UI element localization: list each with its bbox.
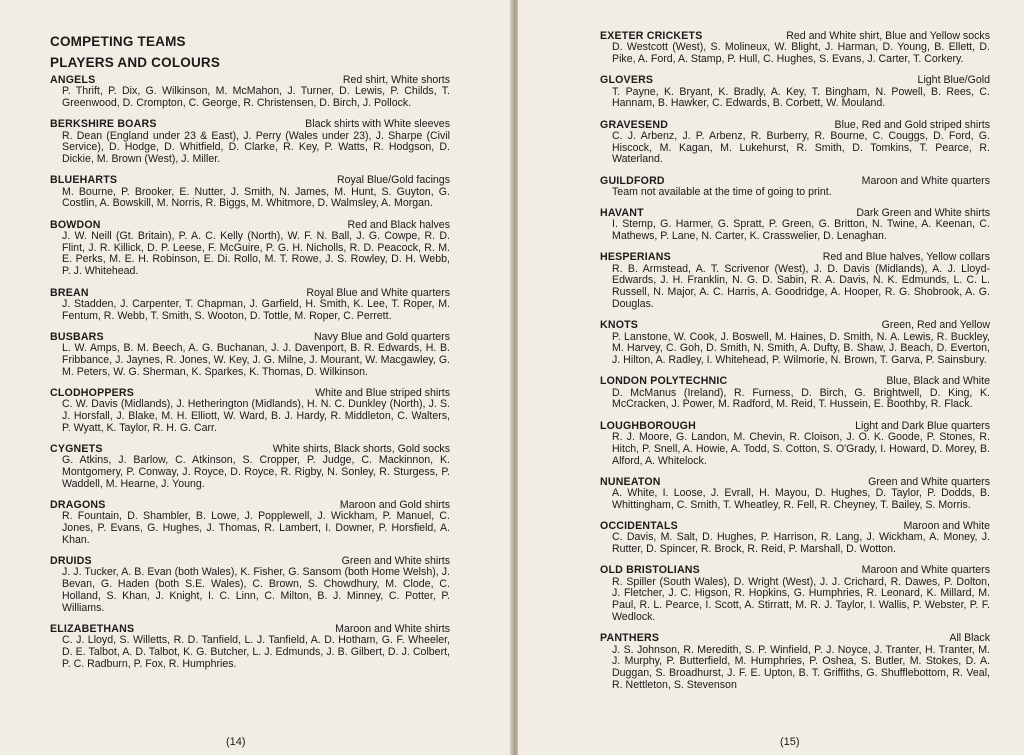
team-players: J. J. Tucker, A. B. Evan (both Wales), K. Fisher, G. Sansom (both Home Welsh), J. Bevan, G. Haden (both S.E. Wales), C. Brown, S. Chowdhury, M. Clode, C. Holland, S. Khan, J. Knight, I. C. Linn, C. Milton, B. J. Minney, C. Potter, P. Williams.: [62, 566, 450, 614]
team-entry: [600, 207, 990, 243]
team-name: LONDON POLYTECHNIC: [600, 375, 728, 388]
team-colours: Black shirts with White sleeves: [305, 118, 450, 131]
team-colours: Maroon and White quarters: [861, 174, 990, 187]
page-subheading: PLAYERS AND COLOURS: [50, 55, 221, 70]
team-name: GLOVERS: [600, 74, 654, 87]
team-name: BERKSHIRE BOARS: [50, 118, 157, 131]
team-name: GRAVESEND: [600, 118, 669, 131]
team-players: A. White, I. Loose, J. Evrall, H. Mayou, D. Hughes, D. Taylor, P. Dodds, B. Whittingham, C. Smith, T. Wheatley, R. Fell, R. Cheyney, T. Bailey, S. Morris.: [612, 487, 990, 511]
team-entry: [600, 476, 990, 512]
team-list-left: [50, 74, 450, 671]
team-players: R. B. Armstead, A. T. Scrivenor (West), J. D. Davis (Midlands), A. J. Lloyd-Edwards, J. H. Franklin, N. G. D. Sabin, R. A. Davis, N. K. Edmunds, L. C. L. Russell, N. Major, A. C. Harris, A. Goodridge, A. Hooper, R. G. Shobrook, A. G. Douglas.: [612, 262, 990, 311]
right-page: [518, 0, 1024, 755]
team-entry: [50, 74, 450, 110]
team-players: R. J. Moore, G. Landon, M. Chevin, R. Cloison, J. O. K. Goode, P. Stones, R. Hitch, P. Snell, A. Howie, A. Todd, S. Cotton, S. O'Grady, I. Howard, D. Morey, B. Alford, A. Whitelock.: [612, 430, 990, 467]
page-number: (14): [226, 736, 246, 748]
team-colours: Maroon and White quarters: [861, 564, 990, 577]
team-colours: Royal Blue/Gold facings: [336, 174, 450, 187]
team-name: NUNEATON: [600, 475, 661, 488]
team-players: J. S. Johnson, R. Meredith, S. P. Winfield, P. J. Noyce, J. Tranter, H. Tranter, M. J. Murphy, P. Butterfield, M. Humphries, P. Oshea, S. Butler, M. Stokes, D. A. Duggan, S. Broadhurst, J. F. E. Upton, B. T. Griffiths, G. Shufflebottom, R. Veal, R. Nettleton, S. Stevenson: [612, 643, 990, 691]
team-players: I. Stemp, G. Harmer, G. Spratt, P. Green, G. Britton, N. Twine, A. Keenan, C. Mathews, P. Lane, N. Carter, K. Crasswelier, D. Lenaghan.: [612, 218, 990, 243]
team-colours: Red and White shirt, Blue and Yellow socks: [786, 30, 990, 42]
team-name: OCCIDENTALS: [600, 520, 678, 533]
team-name: GUILDFORD: [600, 174, 665, 187]
team-players: C. J. Arbenz, J. P. Arbenz, R. Burberry, R. Bourne, C. Couggs, D. Ford, G. Hiscock, M. Kagan, M. Lukehurst, R. Smith, D. Tomkins, T. Pearce, R. Waterland.: [612, 129, 990, 166]
team-entry: [600, 420, 990, 468]
team-entry: [50, 174, 450, 210]
team-name: HAVANT: [600, 207, 644, 220]
team-players: R. Dean (England under 23 & East), J. Perry (Wales under 23), J. Sharpe (Civil Service), D. Hodge, D. Whitfield, D. Clarke, R. Key, P. Watts, R. Hodgson, D. Dickie, M. Brown (West), J. Miller.: [62, 129, 450, 166]
team-colours: Green, Red and Yellow: [881, 319, 990, 332]
team-entry: [600, 251, 990, 310]
team-players: G. Atkins, J. Barlow, C. Atkinson, S. Cropper, P. Judge, C. Mackinnon, K. Montgomery, P. Conway, J. Royce, D. Royce, R. Rigby, N. Sonley, R. Sturgess, P. Waddell, M. Hearne, J. Young.: [62, 454, 450, 490]
team-name: PANTHERS: [600, 632, 660, 645]
team-players: M. Bourne, P. Brooker, E. Nutter, J. Smith, N. James, M. Hunt, S. Guyton, G. Costlin, A. Bowskill, M. Norris, R. Biggs, M. Whitmore, D. Walmsley, A. Morgan.: [62, 185, 450, 210]
team-name: KNOTS: [600, 319, 639, 332]
team-name: ANGELS: [50, 74, 96, 86]
team-name: OLD BRISTOLIANS: [600, 564, 700, 577]
team-name: EXETER CRICKETS: [600, 30, 703, 42]
team-colours: Red and Blue halves, Yellow collars: [822, 251, 990, 264]
team-colours: Blue, Red and Gold striped shirts: [834, 118, 990, 131]
team-players: C. Davis, M. Salt, D. Hughes, P. Harrison, R. Lang, J. Wickham, A. Money, J. Rutter, D. Spincer, R. Brock, R. Reid, P. Marshall, D. Wotton.: [612, 531, 990, 556]
team-entry: [600, 74, 990, 110]
team-players: P. Lanstone, W. Cook, J. Boswell, M. Haines, D. Smith, N. A. Lewis, R. Buckley, M. Harvey, C. Goh, D. Smith, N. Smith, A. Dufty, B. Shaw, J. Beach, D. Everton, J. Hilton, A. Radley, I. Whitehead, P. Wilmorie, N. Brown, T. Garva, P. Sainsbury.: [612, 330, 990, 367]
team-name: ELIZABETHANS: [50, 623, 135, 636]
team-entry: [600, 319, 990, 367]
team-players: Team not available at the time of going to print.: [612, 185, 832, 198]
team-name: BREAN: [50, 286, 89, 299]
team-entry: [50, 219, 450, 278]
team-name: CLODHOPPERS: [50, 386, 135, 399]
team-name: BLUEHARTS: [50, 174, 118, 187]
team-colours: White and Blue striped shirts: [315, 386, 450, 399]
team-entry: [600, 119, 990, 167]
team-name: DRUIDS: [50, 555, 92, 568]
team-colours: Light and Dark Blue quarters: [855, 419, 990, 432]
team-entry: [50, 118, 450, 166]
team-entry: [50, 331, 450, 379]
team-players: L. W. Amps, B. M. Beech, A. G. Buchanan, J. J. Davenport, B. R. Edwards, H. B. Fribbance, J. Jaynes, R. Jones, W. Key, J. G. Milne, J. Mourant, W. Macgawley, G. M. Peters, W. G. Sherman, K. Sparkes, K. Thomas, D. Wilkinson.: [62, 342, 450, 378]
team-colours: Maroon and White shirts: [335, 623, 450, 636]
team-colours: Dark Green and White shirts: [856, 207, 990, 220]
team-colours: Red shirt, White shorts: [342, 74, 450, 86]
team-name: BOWDON: [50, 218, 101, 231]
team-name: HESPERIANS: [600, 251, 671, 264]
team-name: CYGNETS: [50, 443, 103, 456]
team-entry: [50, 623, 450, 671]
team-players: T. Payne, K. Bryant, K. Bradly, A. Key, T. Bingham, N. Powell, B. Rees, C. Hannam, B. Hawker, C. Edwards, B. Corbett, W. Mouland.: [612, 85, 990, 110]
team-colours: Green and White quarters: [868, 475, 990, 488]
team-entry: [600, 375, 990, 411]
page-number: (15): [780, 736, 800, 748]
team-colours: All Black: [949, 632, 990, 645]
team-players: C. J. Lloyd, S. Willetts, R. D. Tanfield, L. J. Tanfield, A. D. Hotham, G. F. Wheeler, D. E. Talbot, A. D. Talbot, K. G. Butcher, L. J. Edmunds, J. B. Gilbert, D. J. Colbert, P. C. Radburn, P. Fox, R. Humphries.: [62, 634, 450, 670]
team-colours: Maroon and Gold shirts: [339, 499, 450, 512]
team-entry: [600, 564, 990, 623]
team-entry: [50, 499, 450, 547]
team-name: DRAGONS: [50, 499, 106, 512]
team-entry: [50, 443, 450, 491]
team-players: R. Spiller (South Wales), D. Wright (West), J. J. Crichard, R. Dawes, P. Dolton, J. Fletcher, J. C. Higson, R. Hopkins, G. Humphries, R. Leonard, K. Millard, M. Paul, R. L. Pearce, I. Scott, A. Stirratt, M. R. J. Taylor, I. Wallis, P. Webster, P. F. Wedlock.: [612, 575, 990, 624]
team-colours: White shirts, Black shorts, Gold socks: [272, 443, 450, 456]
team-colours: Maroon and White: [903, 520, 990, 533]
team-colours: Green and White shirts: [341, 555, 450, 568]
team-colours: Blue, Black and White: [886, 375, 990, 388]
team-entry: [50, 387, 450, 435]
team-entry: [50, 555, 450, 614]
team-name: LOUGHBOROUGH: [600, 419, 696, 432]
page-heading: COMPETING TEAMS: [50, 34, 186, 49]
team-entry: [50, 287, 450, 323]
team-name: BUSBARS: [50, 330, 104, 343]
team-players: C. W. Davis (Midlands), J. Hetherington (Midlands), H. N. C. Dunkley (North), J. S. J. Horsfall, J. Blake, M. H. Elliott, W. Ward, B. J. Hardy, R. Middleton, C. Walters, P. Wyatt, K. Taylor, R. H. G. Carr.: [62, 398, 450, 434]
team-colours: Light Blue/Gold: [917, 74, 990, 87]
team-entry: [600, 30, 990, 66]
team-colours: Navy Blue and Gold quarters: [313, 330, 450, 343]
team-entry: [600, 632, 990, 691]
team-entry: [600, 520, 990, 556]
team-entry: [600, 175, 990, 199]
team-players: R. Fountain, D. Shambler, B. Lowe, J. Popplewell, J. Wickham, P. Manuel, C. Jones, P. Evans, G. Hughes, J. Thomas, R. Lambert, I. Downer, P. Horsfield, A. Khan.: [62, 510, 450, 546]
team-players: J. Stadden, J. Carpenter, T. Chapman, J. Garfield, H. Smith, K. Lee, T. Roper, M. Fentum, R. Webb, T. Smith, S. Wooton, D. Tottle, M. Roper, C. Perrett.: [62, 297, 450, 322]
team-players: D. Westcott (West), S. Molineux, W. Blight, J. Harman, D. Young, B. Ellett, D. Pike, A. Ford, A. Stamp, P. Hull, C. Hughes, S. Evans, J. Carter, T. Corkery.: [612, 41, 990, 65]
team-colours: Red and Black halves: [347, 218, 450, 231]
team-players: J. W. Neill (Gt. Britain), P. A. C. Kelly (North), W. F. N. Ball, J. G. Cowpe, R. D. Flint, J. R. Killick, D. P. Leese, F. McGuire, P. G. H. Nicholls, R. D. Peacock, R. M. E. Perks, M. E. H. Robinson, E. Di. Rollo, M. T. Rowe, J. S. Rowley, D. H. Webb, P. J. Whitehead.: [62, 229, 450, 278]
team-list-right: [600, 30, 990, 692]
team-players: P. Thrift, P. Dix, G. Wilkinson, M. McMahon, J. Turner, D. Lewis, P. Childs, T. Greenwood, D. Crompton, C. George, R. Christensen, D. Birch, J. Pollock.: [62, 85, 450, 109]
team-colours: Royal Blue and White quarters: [306, 286, 450, 299]
team-players: D. McManus (Ireland), R. Furness, D. Birch, G. Brightwell, D. King, K. McCracken, J. Power, M. Radford, M. Reid, T. Hussein, E. Boothby, R. Flack.: [612, 386, 990, 411]
